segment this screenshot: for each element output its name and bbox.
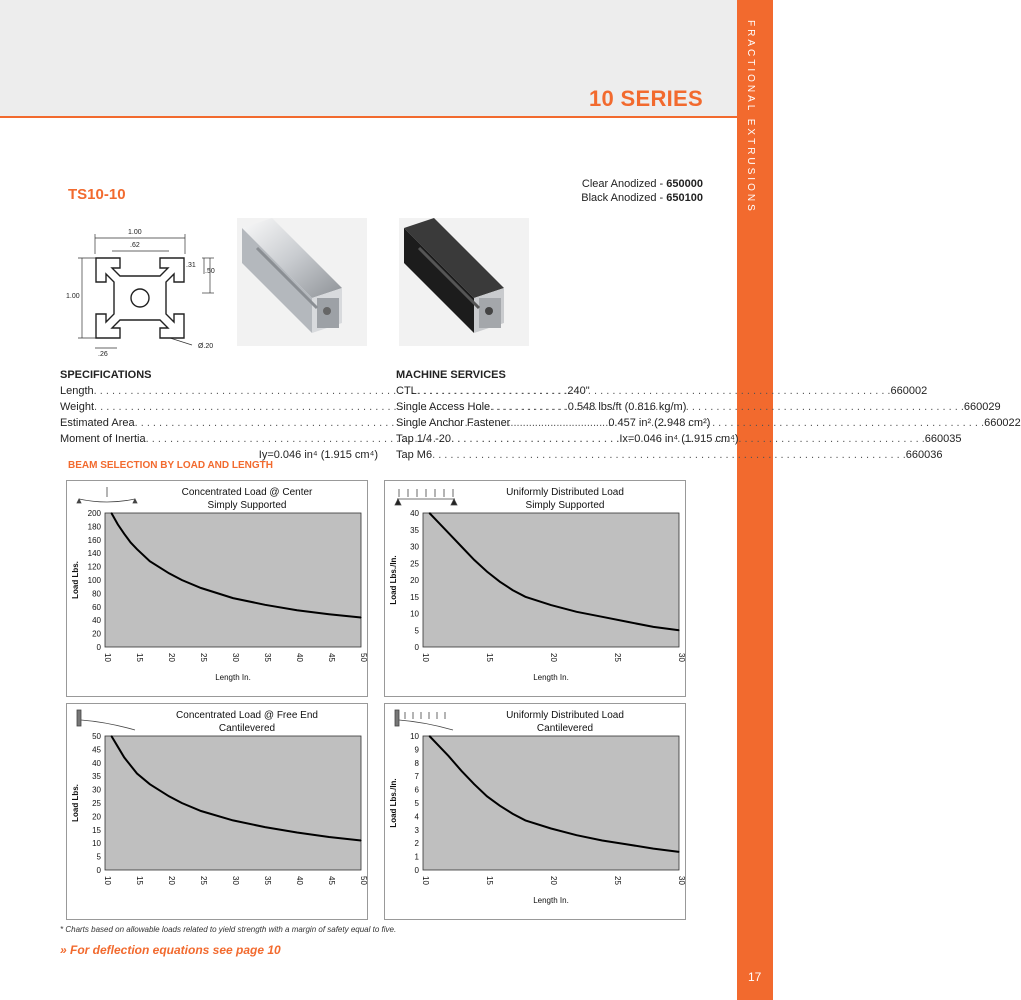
series-title: 10 SERIES: [589, 86, 703, 111]
x-tick-label: 30: [231, 876, 240, 885]
data-point: [296, 832, 297, 833]
service-row-anchor: Single Anchor Fastener . . . 660022: [396, 415, 686, 431]
y-tick-label: 0: [414, 866, 419, 875]
y-tick-label: 80: [92, 589, 101, 599]
y-tick-label: 4: [414, 812, 419, 822]
y-tick-label: 40: [92, 758, 101, 768]
x-tick-label: 30: [677, 653, 686, 662]
data-point: [474, 784, 475, 785]
data-point: [429, 735, 430, 736]
machine-services-title: MACHINE SERVICES: [396, 369, 506, 381]
data-point: [130, 765, 131, 766]
y-tick-label: 15: [92, 825, 101, 835]
dim-031: .31: [186, 262, 196, 269]
data-point: [602, 616, 603, 617]
x-tick-label: 20: [167, 876, 176, 885]
x-tick-label: 20: [167, 653, 176, 662]
data-point: [149, 561, 150, 562]
data-point: [525, 596, 526, 597]
x-tick-label: 45: [327, 876, 336, 885]
data-point: [124, 757, 125, 758]
chart-uniform-cantilevered: [384, 703, 686, 920]
y-tick-label: 160: [87, 535, 101, 545]
x-tick-label: 25: [613, 653, 622, 662]
data-point: [550, 605, 551, 606]
y-tick-label: 35: [92, 772, 101, 782]
load-diagram-icon: [77, 487, 137, 503]
header-rule: [0, 116, 737, 118]
dim-overall-width: 1.00: [128, 229, 142, 236]
black-extrusion-photo: [399, 218, 529, 346]
deflection-link[interactable]: » For deflection equations see page 10: [60, 943, 281, 957]
service-row-tap-m6: Tap M6 . . . 660036: [396, 447, 686, 463]
y-tick-label: 9: [414, 745, 419, 755]
x-tick-label: 20: [549, 876, 558, 885]
chart-title: Uniformly Distributed Load: [506, 710, 624, 721]
data-point: [111, 512, 112, 513]
y-tick-label: 8: [414, 758, 419, 768]
chart-subtitle: Cantilevered: [536, 723, 594, 734]
load-diagram-icon: [395, 489, 457, 505]
x-axis-label: Length In.: [533, 896, 569, 905]
y-tick-label: 15: [410, 592, 419, 602]
data-point: [124, 533, 125, 534]
data-point: [264, 604, 265, 605]
y-tick-label: 5: [414, 626, 419, 636]
x-tick-label: 15: [135, 653, 144, 662]
part-number: TS10-10: [68, 186, 126, 203]
x-tick-label: 45: [327, 653, 336, 662]
data-point: [627, 844, 628, 845]
service-row-ctl: CTL . . . 660002: [396, 383, 686, 399]
page-number: 17: [748, 970, 762, 984]
y-tick-label: 3: [414, 825, 419, 835]
y-tick-label: 20: [410, 576, 419, 585]
data-point: [149, 784, 150, 785]
chart-free-end-cantilevered: [66, 703, 368, 920]
data-point: [168, 573, 169, 574]
y-tick-label: 5: [96, 852, 101, 862]
data-point: [653, 626, 654, 627]
data-point: [499, 805, 500, 806]
y-tick-label: 25: [410, 559, 419, 569]
data-point: [461, 546, 462, 547]
plot-area: [423, 513, 679, 647]
clear-extrusion-photo: [237, 218, 367, 346]
x-tick-label: 15: [485, 876, 494, 885]
y-axis-label: Load Lbs.: [71, 784, 80, 822]
service-row-access-hole: Single Access Hole . . . 660029: [396, 399, 686, 415]
finish-list: [581, 177, 703, 205]
data-point: [499, 581, 500, 582]
data-point: [328, 836, 329, 837]
footnote: * Charts based on allowable loads related to yield strength with a margin of safety equal to five.: [60, 925, 397, 934]
finish-clear: Clear Anodized - 650000: [581, 178, 703, 190]
data-point: [576, 835, 577, 836]
y-tick-label: 45: [92, 745, 101, 755]
x-tick-label: 20: [549, 653, 558, 662]
y-axis-label: Load Lbs./In.: [389, 778, 398, 828]
y-tick-label: 10: [410, 732, 419, 741]
data-point: [486, 571, 487, 572]
x-tick-label: 50: [359, 876, 368, 885]
profile-drawing: [62, 220, 230, 360]
data-point: [200, 810, 201, 811]
x-tick-label: 15: [485, 653, 494, 662]
x-tick-label: 10: [103, 653, 112, 662]
y-tick-label: 0: [96, 866, 101, 875]
dim-overall-height: 1.00: [66, 293, 80, 300]
data-point: [168, 796, 169, 797]
data-point: [512, 589, 513, 590]
y-tick-label: 200: [87, 509, 101, 518]
data-point: [111, 735, 112, 736]
chart-title: Concentrated Load @ Center: [181, 487, 313, 498]
service-row-tap-quarter: Tap 1/4 -20 . . . 660035: [396, 431, 686, 447]
chart-subtitle: Cantilevered: [218, 723, 276, 734]
data-point: [232, 820, 233, 821]
y-tick-label: 35: [410, 525, 419, 535]
y-tick-label: 6: [414, 785, 419, 795]
data-point: [678, 851, 679, 852]
chart-title: Uniformly Distributed Load: [506, 487, 624, 498]
chart-center-simply-supported: [66, 480, 368, 697]
data-point: [360, 840, 361, 841]
data-point: [232, 597, 233, 598]
y-tick-label: 1: [414, 852, 419, 862]
plot-area: [105, 736, 361, 870]
load-diagram-icon: [77, 710, 135, 730]
chart-subtitle: Simply Supported: [207, 500, 287, 511]
data-point: [486, 796, 487, 797]
x-tick-label: 35: [263, 653, 272, 662]
data-point: [474, 559, 475, 560]
side-label: FRACTIONAL EXTRUSIONS: [745, 20, 756, 214]
data-point: [448, 756, 449, 757]
data-point: [550, 828, 551, 829]
data-point: [602, 840, 603, 841]
x-tick-label: 10: [103, 876, 112, 885]
x-tick-label: 35: [263, 876, 272, 885]
data-point: [512, 813, 513, 814]
y-tick-label: 20: [92, 812, 101, 822]
data-point: [328, 614, 329, 615]
y-tick-label: 30: [92, 785, 101, 795]
y-tick-label: 180: [87, 522, 101, 532]
x-tick-label: 15: [135, 876, 144, 885]
spec-row-length: Length . . . 240": [60, 383, 378, 399]
x-tick-label: 10: [421, 876, 430, 885]
x-tick-label: 40: [295, 876, 304, 885]
data-point: [525, 820, 526, 821]
data-point: [448, 533, 449, 534]
dim-050: .50: [205, 268, 215, 275]
data-point: [136, 773, 137, 774]
data-point: [435, 519, 436, 520]
dim-hole: Ø.20: [198, 343, 214, 350]
y-tick-label: 0: [414, 643, 419, 652]
chart-subtitle: Simply Supported: [525, 500, 605, 511]
y-tick-label: 30: [410, 542, 419, 552]
data-point: [181, 802, 182, 803]
y-tick-label: 140: [87, 549, 101, 559]
plot-area: [423, 736, 679, 870]
y-tick-label: 5: [414, 799, 419, 808]
x-axis-label: Length In.: [533, 673, 569, 682]
data-point: [264, 827, 265, 828]
data-point: [461, 770, 462, 771]
data-point: [653, 848, 654, 849]
load-diagram-icon: [395, 710, 453, 730]
data-point: [130, 542, 131, 543]
y-tick-label: 0: [96, 643, 101, 652]
data-point: [296, 610, 297, 611]
data-point: [576, 611, 577, 612]
x-tick-label: 25: [613, 876, 622, 885]
x-tick-label: 40: [295, 653, 304, 662]
x-tick-label: 25: [199, 876, 208, 885]
data-point: [200, 587, 201, 588]
plot-area: [105, 513, 361, 647]
x-tick-label: 25: [199, 653, 208, 662]
x-tick-label: 30: [231, 653, 240, 662]
y-tick-label: 40: [410, 509, 419, 518]
spec-row-inertia-y: Iy=0.046 in⁴ (1.915 cm⁴): [258, 449, 378, 461]
spec-row-area: Estimated Area . . . 0.457 in² (2.948 cm²): [60, 415, 378, 431]
dim-slot-width: .62: [130, 242, 140, 249]
y-tick-label: 120: [87, 562, 101, 572]
x-tick-label: 10: [421, 653, 430, 662]
chart-title: Concentrated Load @ Free End: [176, 710, 318, 721]
data-point: [136, 549, 137, 550]
y-tick-label: 25: [92, 799, 101, 808]
y-axis-label: Load Lbs.: [71, 561, 80, 599]
data-point: [117, 524, 118, 525]
specifications-title: SPECIFICATIONS: [60, 369, 152, 381]
x-tick-label: 50: [359, 653, 368, 662]
spec-row-inertia: Moment of Inertia . . . Ix=0.046 in⁴ (1.915 cm⁴): [60, 431, 378, 447]
chart-uniform-simply-supported: [384, 480, 686, 697]
y-tick-label: 50: [92, 732, 101, 741]
y-axis-label: Load Lbs./In.: [389, 555, 398, 605]
data-point: [429, 512, 430, 513]
data-point: [181, 579, 182, 580]
y-tick-label: 10: [92, 839, 101, 849]
x-tick-label: 30: [677, 876, 686, 885]
dim-026: .26: [98, 351, 108, 358]
data-point: [627, 621, 628, 622]
y-tick-label: 40: [92, 616, 101, 626]
y-tick-label: 2: [414, 839, 419, 849]
y-tick-label: 20: [92, 629, 101, 639]
data-point: [435, 742, 436, 743]
y-tick-label: 60: [92, 602, 101, 612]
y-tick-label: 10: [410, 609, 419, 619]
data-point: [360, 617, 361, 618]
beam-selection-title: BEAM SELECTION BY LOAD AND LENGTH: [68, 460, 274, 471]
spec-row-weight: Weight . . . 0.548 lbs/ft (0.816 kg/m): [60, 399, 378, 415]
finish-black: Black Anodized - 650100: [581, 192, 703, 204]
y-tick-label: 7: [414, 772, 419, 782]
y-tick-label: 100: [87, 576, 101, 585]
data-point: [117, 746, 118, 747]
data-point: [678, 630, 679, 631]
x-axis-label: Length In.: [215, 673, 251, 682]
